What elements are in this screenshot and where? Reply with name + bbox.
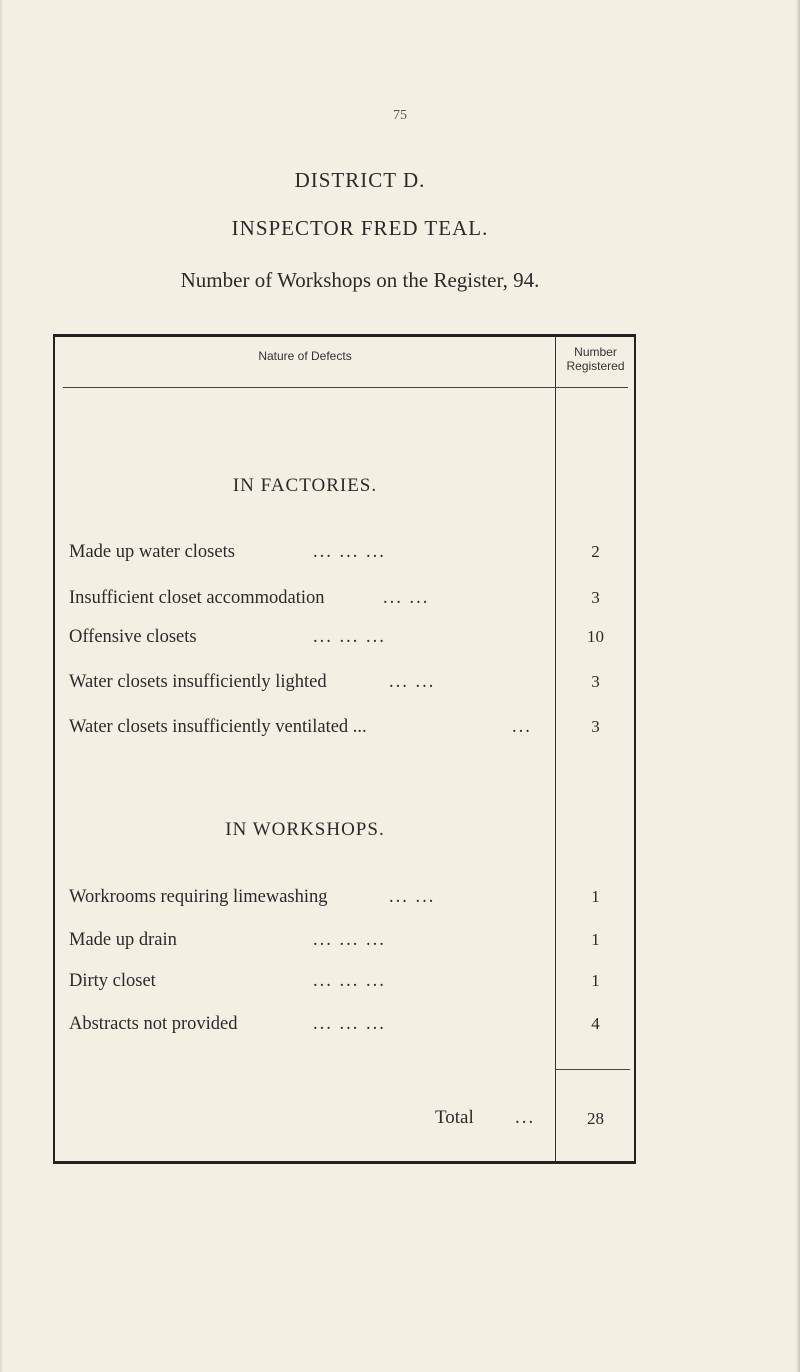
section-title-factories: IN FACTORIES. — [232, 475, 378, 496]
table-row — [55, 971, 636, 995]
page-number: 75 — [393, 108, 407, 123]
workshops-register-count: Number of Workshops on the Register, 94. — [180, 268, 540, 292]
leader-dots: ... ... ... — [313, 627, 386, 647]
table-row — [55, 930, 636, 954]
number-registered: 10 — [587, 627, 604, 646]
page-edge-right — [796, 0, 800, 1372]
leader-dots: ... — [512, 717, 532, 737]
leader-dots: ... ... ... — [313, 971, 386, 991]
table-row — [55, 672, 636, 696]
header-nature-of-defects: Nature of Defects — [258, 349, 352, 363]
defect-label: Dirty closet — [69, 971, 156, 991]
defect-label: Water closets insufficiently ventilated ... — [69, 717, 367, 737]
number-registered: 1 — [591, 971, 600, 990]
header-number-line2: Registered — [566, 359, 625, 373]
section-title-workshops: IN WORKSHOPS. — [225, 819, 385, 840]
defect-label: Water closets insufficiently lighted — [69, 672, 327, 692]
defect-label: Insufficient closet accommodation — [69, 588, 325, 608]
inspector-heading: INSPECTOR FRED TEAL. — [231, 216, 489, 240]
leader-dots: ... ... — [383, 588, 430, 608]
leader-dots: ... ... ... — [313, 930, 386, 950]
header-rule — [63, 387, 628, 388]
defect-label: Abstracts not provided — [69, 1014, 238, 1034]
number-registered: 1 — [591, 887, 600, 906]
defect-label: Workrooms requiring limewashing — [69, 887, 328, 907]
leader-dots: ... ... — [389, 887, 436, 907]
table-row — [55, 588, 636, 612]
total-leader-dots: ... — [515, 1107, 536, 1128]
page-edge-left — [0, 0, 3, 1372]
number-registered: 4 — [591, 1014, 600, 1033]
total-value: 28 — [587, 1109, 604, 1128]
defects-table — [53, 334, 636, 1164]
leader-dots: ... ... ... — [313, 542, 386, 562]
header-number-registered — [555, 345, 636, 373]
table-row — [55, 627, 636, 651]
leader-dots: ... ... ... — [313, 1014, 386, 1034]
number-registered: 3 — [591, 717, 600, 736]
table-row — [55, 542, 636, 566]
number-registered: 3 — [591, 672, 600, 691]
number-registered: 1 — [591, 930, 600, 949]
table-row — [55, 1014, 636, 1038]
district-heading: DISTRICT D. — [294, 168, 426, 192]
total-label: Total — [435, 1107, 474, 1128]
leader-dots: ... ... — [389, 672, 436, 692]
total-rule — [555, 1069, 630, 1070]
number-registered: 3 — [591, 588, 600, 607]
defect-label: Made up water closets — [69, 542, 235, 562]
table-row — [55, 717, 636, 741]
table-row — [55, 887, 636, 911]
header-number-line1: Number — [574, 345, 617, 359]
defect-label: Made up drain — [69, 930, 177, 950]
number-registered: 2 — [591, 542, 600, 561]
defect-label: Offensive closets — [69, 627, 197, 647]
